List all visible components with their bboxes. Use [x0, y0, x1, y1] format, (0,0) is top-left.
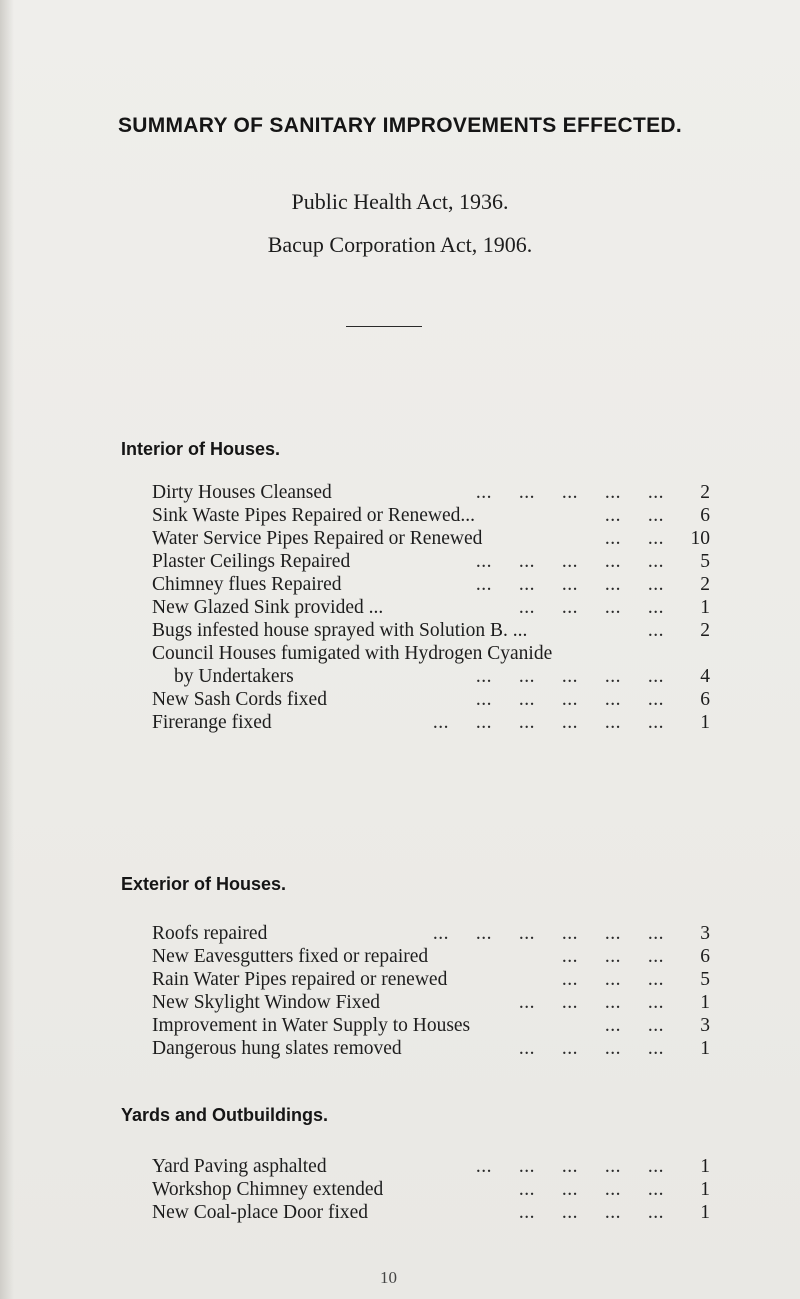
interior-items-list [152, 481, 710, 734]
list-item [152, 968, 710, 991]
yards-items-list [152, 1155, 710, 1224]
section-heading-yards: Yards and Outbuildings. [121, 1105, 329, 1125]
exterior-items-list [152, 922, 710, 1060]
item-count: 1 [700, 1202, 710, 1223]
leader-dots: ... ... ... ... ... ... [432, 712, 664, 733]
item-label: New Sash Cords fixed [152, 689, 327, 710]
item-count: 10 [690, 528, 710, 549]
list-item [152, 504, 710, 527]
item-count: 6 [700, 505, 710, 526]
leader-dots: ... ... ... ... ... [475, 551, 664, 572]
item-label: New Eavesgutters fixed or repaired [152, 946, 429, 967]
item-count: 1 [700, 1179, 710, 1200]
item-label: Sink Waste Pipes Repaired or Renewed... [152, 505, 476, 526]
divider-rule [346, 326, 422, 327]
item-label: New Coal-place Door fixed [152, 1202, 369, 1223]
list-item [152, 550, 710, 573]
list-item [152, 688, 710, 711]
leader-dots: ... ... ... ... ... [475, 689, 664, 710]
subtitle-public-health-act: Public Health Act, 1936. [291, 189, 509, 214]
list-item [152, 481, 710, 504]
leader-dots: ... ... ... ... ... [475, 482, 664, 503]
leader-dots: ... [647, 620, 664, 641]
item-count: 1 [700, 992, 710, 1013]
list-item [152, 573, 710, 596]
list-item [152, 711, 710, 734]
subtitle-bacup-corporation-act: Bacup Corporation Act, 1906. [267, 232, 533, 257]
item-label: Chimney flues Repaired [152, 574, 342, 595]
item-label: Improvement in Water Supply to Houses [152, 1015, 471, 1036]
leader-dots: ... ... ... ... [518, 1179, 664, 1200]
page-title: SUMMARY OF SANITARY IMPROVEMENTS EFFECTED. [117, 114, 683, 137]
item-count: 2 [700, 482, 710, 503]
section-heading-exterior: Exterior of Houses. [121, 874, 287, 894]
leader-dots: ... ... ... ... ... [475, 1156, 664, 1177]
item-label: New Skylight Window Fixed [152, 992, 380, 1013]
item-count: 2 [700, 620, 710, 641]
item-label: Workshop Chimney extended [152, 1179, 384, 1200]
list-item [152, 1014, 710, 1037]
list-item [152, 945, 710, 968]
list-item [152, 527, 710, 550]
item-label: Yard Paving asphalted [152, 1156, 327, 1177]
item-label: Roofs repaired [152, 923, 268, 944]
item-label: New Glazed Sink provided ... [152, 597, 384, 618]
list-item [152, 991, 710, 1014]
item-label: Dangerous hung slates removed [152, 1038, 402, 1059]
section-heading-interior: Interior of Houses. [121, 439, 281, 459]
leader-dots: ... ... ... ... [518, 992, 664, 1013]
leader-dots: ... ... [604, 528, 664, 549]
leader-dots: ... ... ... [561, 969, 664, 990]
item-count: 5 [700, 969, 710, 990]
item-count: 6 [700, 689, 710, 710]
item-count: 5 [700, 551, 710, 572]
leader-dots: ... ... ... ... [518, 597, 664, 618]
page-number: 10 [380, 1268, 397, 1287]
leader-dots: ... ... [604, 1015, 664, 1036]
item-label: Bugs infested house sprayed with Solution B. ... [152, 620, 528, 641]
leader-dots: ... ... ... ... ... [475, 666, 664, 687]
list-item [152, 1155, 710, 1178]
item-count: 3 [700, 923, 710, 944]
list-item [152, 1178, 710, 1201]
leader-dots: ... ... ... ... [518, 1038, 664, 1059]
list-item [152, 642, 710, 665]
item-label: by Undertakers [174, 666, 294, 687]
item-label: Plaster Ceilings Repaired [152, 551, 351, 572]
item-count: 1 [700, 712, 710, 733]
item-label: Council Houses fumigated with Hydrogen Cyanide [152, 643, 553, 664]
list-item [152, 1037, 710, 1060]
leader-dots: ... ... ... ... ... ... [432, 923, 664, 944]
list-item [152, 922, 710, 945]
item-label: Rain Water Pipes repaired or renewed [152, 969, 448, 990]
item-count: 2 [700, 574, 710, 595]
leader-dots: ... ... ... ... ... [475, 574, 664, 595]
item-count: 4 [700, 666, 710, 687]
list-item [152, 1201, 710, 1224]
item-label: Water Service Pipes Repaired or Renewed [152, 528, 483, 549]
leader-dots: ... ... [604, 505, 664, 526]
leader-dots: ... ... ... ... [518, 1202, 664, 1223]
leader-dots: ... ... ... [561, 946, 664, 967]
item-count: 1 [700, 597, 710, 618]
item-count: 3 [700, 1015, 710, 1036]
item-label: Dirty Houses Cleansed [152, 482, 332, 503]
item-label: Firerange fixed [152, 712, 272, 733]
list-item [152, 596, 710, 619]
item-count: 6 [700, 946, 710, 967]
item-count: 1 [700, 1038, 710, 1059]
list-item [152, 665, 710, 688]
item-count: 1 [700, 1156, 710, 1177]
list-item [152, 619, 710, 642]
